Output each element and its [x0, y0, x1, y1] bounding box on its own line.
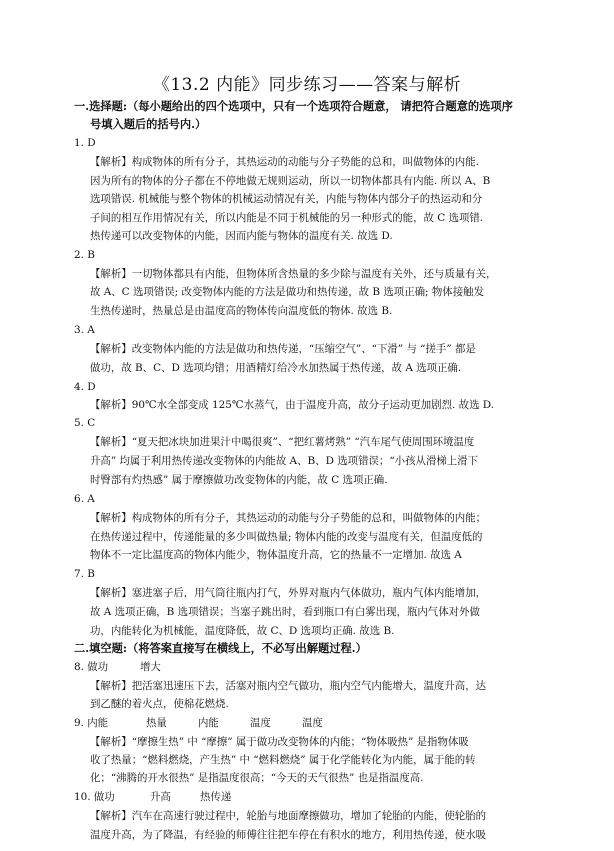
question-number: 1. D — [74, 136, 96, 149]
explanation-line: 故 A、C 选项错误; 改变物体内能的方法是做功和热传递，故 B 选项正确; 物体接触发 — [90, 286, 484, 299]
explanation-line: 收了热量；“燃料燃烧，产生热” 中 “燃料燃烧” 属于化学能转化为内能，属于能的转 — [90, 754, 476, 767]
answer-value: 热传递 — [200, 791, 232, 804]
explanation-line: 【解析】把活塞迅速压下去，活塞对瓶内空气做功，瓶内空气内能增大，温度升高，达 — [90, 679, 487, 692]
question-number: 4. D — [74, 380, 96, 393]
answer-value: 温度 — [302, 716, 323, 729]
answer-value: 热量 — [146, 716, 167, 729]
explanation-line: 【解析】汽车在高速行驶过程中，轮胎与地面摩擦做功，增加了轮胎的内能，使轮胎的 — [90, 810, 487, 823]
answer-value: 内能 — [198, 716, 219, 729]
explanation-line: 故 A 选项正确，B 选项错误；当塞子跳出时，看到瓶口有白雾出现，瓶内气体对外做 — [90, 606, 480, 619]
explanation-line: 【解析】构成物体的所有分子，其热运动的动能与分子势能的总和，叫做物体的内能. — [90, 155, 479, 168]
explanation-line: 生热传递时，热量总是由温度高的物体传向温度低的物体. 故选 B. — [90, 304, 393, 317]
explanation-line: 【解析】改变物体内能的方法是做功和热传递，“压缩空气”、“下滑” 与 “搓手” 都是 — [90, 342, 476, 355]
question-number: 5. C — [74, 417, 96, 430]
explanation-line: 功，内能转化为机械能，温度降低，故 C、D 选项均正确. 故选 B. — [90, 625, 395, 637]
explanation-line: 因为所有的物体的分子都在不停地做无规则运动，所以一切物体都具有内能. 所以 A、B — [90, 174, 491, 187]
answer-value: 温度 — [250, 716, 271, 729]
explanation-line: 【解析】塞进塞子后，用气筒往瓶内打气，外界对瓶内气体做功，瓶内气体内能增加， — [90, 587, 487, 600]
question-number: 8. 做功 — [74, 660, 109, 673]
answer-value: 升高 — [150, 791, 171, 804]
explanation-line: 【解析】“夏天把冰块加进果汁中喝很爽”、“把红薯烤熟” “汽车尾气使周围环境温度 — [90, 436, 475, 449]
explanation-line: 【解析】90℃水全部变成 125℃水蒸气，由于温度升高，故分子运动更加剧烈. 故选 D. — [90, 399, 495, 412]
question-number: 3. A — [74, 323, 95, 336]
section-heading-choice-cont: 号填入题后的括号内.） — [90, 117, 207, 131]
explanation-line: 【解析】一切物体都具有内能，但物体所含热量的多少除与温度有关外，还与质量有关， — [90, 268, 497, 281]
explanation-line: 【解析】构成物体的所有分子，其热运动的动能与分子势能的总和，叫做物体的内能； — [90, 511, 487, 524]
explanation-line: 时臀部有灼热感” 属于摩擦做功改变物体的内能，故 C 选项正确. — [90, 473, 388, 486]
question-number: 10. 做功 — [74, 791, 115, 804]
explanation-line: 温度升高，为了降温，有经验的师傅往往把车停在有积水的地方，利用热传递，使水吸 — [90, 829, 487, 841]
page-title: 《13.2 内能》同步练习——答案与解析 — [152, 75, 462, 95]
explanation-line: 升高” 均属于利用热传递改变物体的内能故 A、B、D 选项错误；“小孩从滑梯上滑下 — [90, 455, 479, 468]
explanation-line: 物体不一定比温度高的物体内能少，物体温度升高，它的热量不一定增加. 故选 A — [90, 549, 462, 562]
question-number: 2. B — [74, 249, 95, 262]
explanation-line: 在热传递过程中，传递能量的多少叫做热量; 物体内能的改变与温度有关，但温度低的 — [90, 530, 483, 543]
answer-value: 增大 — [140, 660, 161, 673]
explanation-line: 到乙醚的着火点，使棉花燃烧. — [90, 697, 229, 710]
explanation-line: 化；“沸腾的开水很热” 是指温度很高；“今天的天气很热” 也是指温度高. — [90, 772, 424, 785]
explanation-line: 选项错误. 机械能与整个物体的机械运动情况有关，内能与物体内部分子的热运动和分 — [90, 192, 483, 205]
explanation-line: 【解析】“摩擦生热” 中 “摩擦” 属于做功改变物体的内能；“物体吸热” 是指物体吸 — [90, 735, 469, 748]
explanation-line: 子间的相互作用情况有关，所以内能是不同于机械能的另一种形式的能，故 C 选项错. — [90, 211, 484, 224]
question-number: 6. A — [74, 492, 95, 505]
explanation-line: 热传递可以改变物体的内能，因而内能与物体的温度有关. 故选 D. — [90, 230, 393, 243]
explanation-line: 做功，故 B、C、D 选项均错；用酒精灯给冷水加热属于热传递，故 A 选项正确. — [90, 361, 462, 374]
section-heading-fill: 二.填空题:（将答案直接写在横线上，不必写出解题过程.） — [74, 641, 367, 655]
section-heading-choice: 一.选择题:（每小题给出的四个选项中，只有一个选项符合题意， 请把符合题意的选项序 — [74, 99, 513, 113]
question-number: 7. B — [74, 568, 95, 581]
question-number: 9. 内能 — [74, 716, 109, 729]
